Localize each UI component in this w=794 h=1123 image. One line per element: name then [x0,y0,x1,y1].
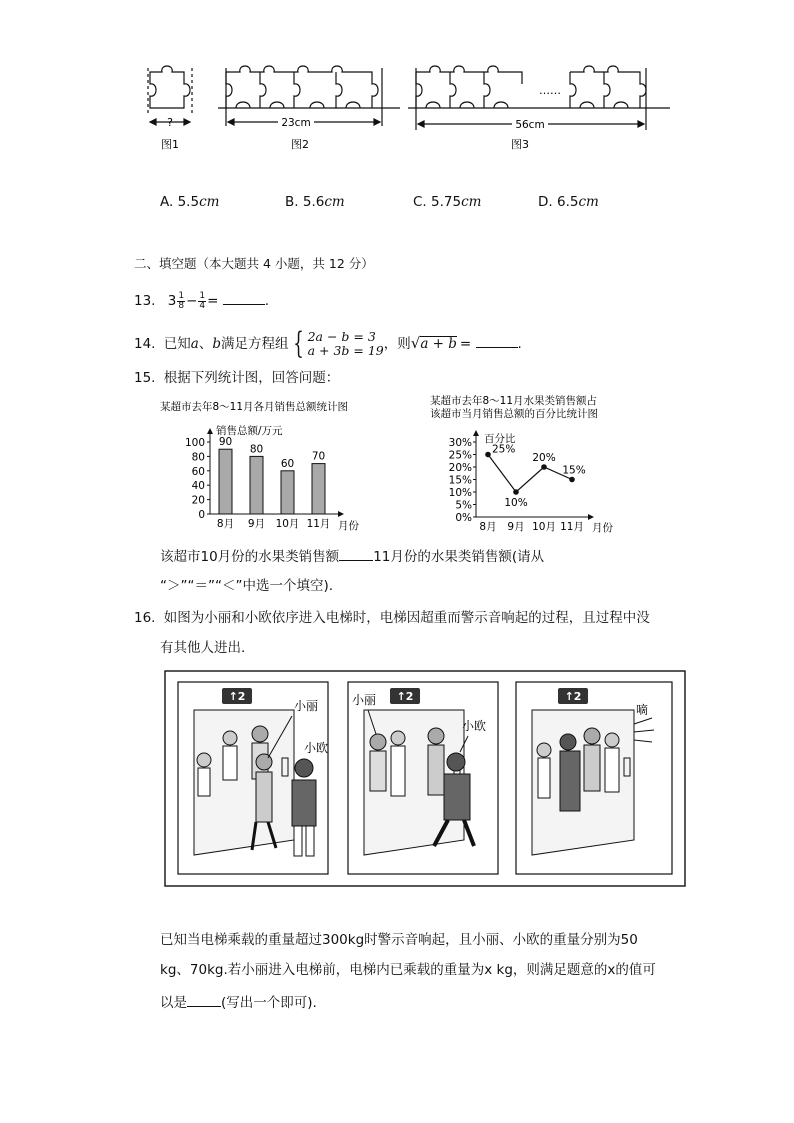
bar-data-label: 80 [249,443,264,456]
q15-answer-blank[interactable] [339,546,373,561]
line-chart-xticks [479,521,584,533]
label-xiaoli-2: 小丽 [352,693,377,707]
elevator-panel-1 [178,682,328,874]
option-letter: A. [160,194,174,210]
y-tick-label: 25% [448,449,472,462]
q16-line1-text: 如图为小丽和小欧依序进入电梯时，电梯因超重而警示音响起的过程，且过程中没 [163,610,650,626]
bar [219,449,232,514]
q12-option-d[interactable] [538,192,599,212]
q14-equals: = [459,336,472,352]
option-letter: B. [285,194,299,210]
q14-middle: 满足方程组 [221,336,289,352]
q16-line2: 有其他人进出. [160,640,246,656]
fig3-caption: 图3 [511,138,529,151]
q14 [134,326,522,361]
q16-answer-blank[interactable] [187,992,221,1007]
equation-system [308,330,384,358]
q15-stem-text: 根据下列统计图，回答问题： [163,370,340,386]
y-axis-arrow [207,428,213,434]
q14-radicand: a + b [420,336,457,352]
option-value: 5.6 [302,194,325,210]
q12-option-c[interactable] [413,192,481,212]
bar [281,471,294,514]
x-tick-label: 9月 [247,518,266,530]
option-letter: D. [538,194,553,210]
q12-option-b[interactable] [285,192,345,212]
bar-chart [158,396,368,536]
line-chart-ylabel: 百分比 [484,433,516,445]
fig3-ellipsis: …… [539,84,561,97]
q15-line1-suffix: 11月份的水果类销售额(请从 [373,549,545,565]
y-tick-label: 20 [191,494,205,507]
q13-whole: 3 [167,293,177,309]
q13-fraction-1: $\frac{1}{8}$ [178,290,185,311]
q14-var-a: a [190,336,199,352]
floor-indicator-icon: ↑2 [396,690,414,703]
x-tick-label: 8月 [216,518,235,530]
q16-line5 [160,992,317,1013]
q15-line1-prefix: 该超市10月份的水果类销售额 [160,549,340,565]
section2-heading: 二、填空题（本大题共 4 小题，共 12 分） [134,256,374,271]
q15-number: 15. [134,370,156,386]
bar-data-label: 60 [280,457,295,470]
floor-indicator-icon: ↑2 [564,690,582,703]
q14-var-b: b [212,336,221,352]
q14-sep: 、 [198,336,213,352]
bar-data-label: 70 [311,450,326,463]
label-xiaoou-2: 小欧 [462,719,487,733]
data-point [569,477,575,483]
label-xiaoou-1: 小欧 [304,741,329,755]
q15-line2: “＞”“＝”“＜”中选一个填空). [160,578,334,594]
equation-1: 2a − b = 3 [307,329,376,344]
q16-number: 16. [134,610,156,626]
label-xiaoli-1: 小丽 [294,699,319,713]
label-beep: 嘀 [636,703,649,717]
q15-stem [134,368,339,388]
q14-then: ，则 [383,336,411,352]
x-axis-arrow [338,511,344,517]
point-data-label: 20% [532,452,556,464]
y-tick-label: 30% [448,437,472,449]
x-tick-label: 9月 [507,521,525,533]
line-chart-data-labels [492,444,586,510]
bar-chart-xticks [217,518,331,530]
line-chart-xlabel: 月份 [592,522,613,534]
x-axis-arrow [588,514,594,520]
q14-end: . [517,336,522,352]
y-tick-label: 40 [191,480,205,493]
data-point [513,489,519,495]
sqrt-symbol: √ [410,334,421,352]
x-tick-label: 10月 [275,518,300,530]
bar-data-label: 90 [218,436,233,449]
q16-line4: kg、70kg.若小丽进入电梯前，电梯内已乘载的重量为x kg，则满足题意的x的值可 [160,962,656,978]
line-chart-title-2: 该超市当月销售总额的百分比统计图 [430,408,598,420]
q13-end: . [264,293,270,309]
system-brace: { [292,326,304,361]
series-line [488,455,572,493]
bar-chart-data-labels [219,436,325,470]
point-data-label: 15% [562,464,586,477]
q16-line5-suffix: (写出一个即可). [221,995,317,1011]
bar-chart-xlabel: 月份 [338,520,359,532]
fig1-unknown: ? [167,116,173,129]
data-point [541,464,547,470]
x-tick-label: 8月 [479,521,497,533]
fig3-length: 56cm [515,119,545,131]
y-tick-label: 20% [448,462,472,474]
equation-2: a + 3b = 19 [307,343,384,358]
point-data-label: 10% [504,497,528,509]
fig2-length: 23cm [281,117,311,129]
y-tick-label: 60 [191,465,205,478]
q15-line1 [160,546,544,567]
bar [312,464,325,514]
x-tick-label: 11月 [306,518,331,530]
option-letter: C. [413,194,427,210]
elevator-panel-3 [516,682,672,874]
y-tick-label: 15% [448,474,472,487]
floor-indicator-icon: ↑2 [228,690,246,703]
y-tick-label: 10% [448,487,472,499]
q13 [134,290,269,311]
bar-chart-ylabel: 销售总额/万元 [216,425,283,437]
option-value: 6.5 [556,194,579,210]
bar-chart-bars [219,449,325,514]
option-unit: cm [461,194,482,210]
q13-equals: = [207,293,219,309]
elevator-illustration [164,670,686,888]
data-point [485,452,491,458]
y-tick-label: 5% [455,499,472,512]
q14-answer-blank[interactable] [476,333,518,348]
y-tick-label: 100 [184,437,205,449]
y-tick-label: 0% [455,512,472,524]
q12-option-a[interactable] [160,192,219,212]
bar-chart-title: 某超市去年8～11月各月销售总额统计图 [160,401,349,413]
q13-number: 13. [134,293,156,309]
q13-answer-blank[interactable] [223,290,265,305]
q13-minus: − [186,293,198,309]
line-chart [426,392,626,538]
fig1-caption: 图1 [161,138,179,151]
y-tick-label: 0 [198,509,205,521]
option-value: 5.5 [177,194,200,210]
fig2-caption: 图2 [291,138,309,151]
line-chart-yticks [449,437,476,524]
bar [250,456,263,514]
option-unit: cm [199,194,220,210]
option-unit: cm [324,194,345,210]
option-value: 5.75 [431,194,462,210]
puzzle-figure [140,60,680,160]
x-tick-label: 11月 [560,521,584,533]
q14-prefix: 已知 [163,336,191,352]
q13-fraction-2: $\frac{1}{4}$ [199,290,206,311]
point-data-label: 25% [492,443,516,456]
q16-line3: 已知当电梯乘载的重量超过300kg时警示音响起，且小丽、小欧的重量分别为50 [160,932,638,948]
y-axis-arrow [473,430,479,436]
y-tick-label: 80 [191,451,205,464]
q16-line5-prefix: 以是 [160,995,187,1011]
q14-number: 14. [134,336,156,352]
elevator-panel-2 [348,682,498,874]
option-unit: cm [578,194,599,210]
line-chart-title-1: 某超市去年8～11月水果类销售额占 [430,395,598,407]
x-tick-label: 10月 [532,521,556,533]
q16-line1 [134,608,650,628]
bar-chart-yticks [185,437,210,521]
